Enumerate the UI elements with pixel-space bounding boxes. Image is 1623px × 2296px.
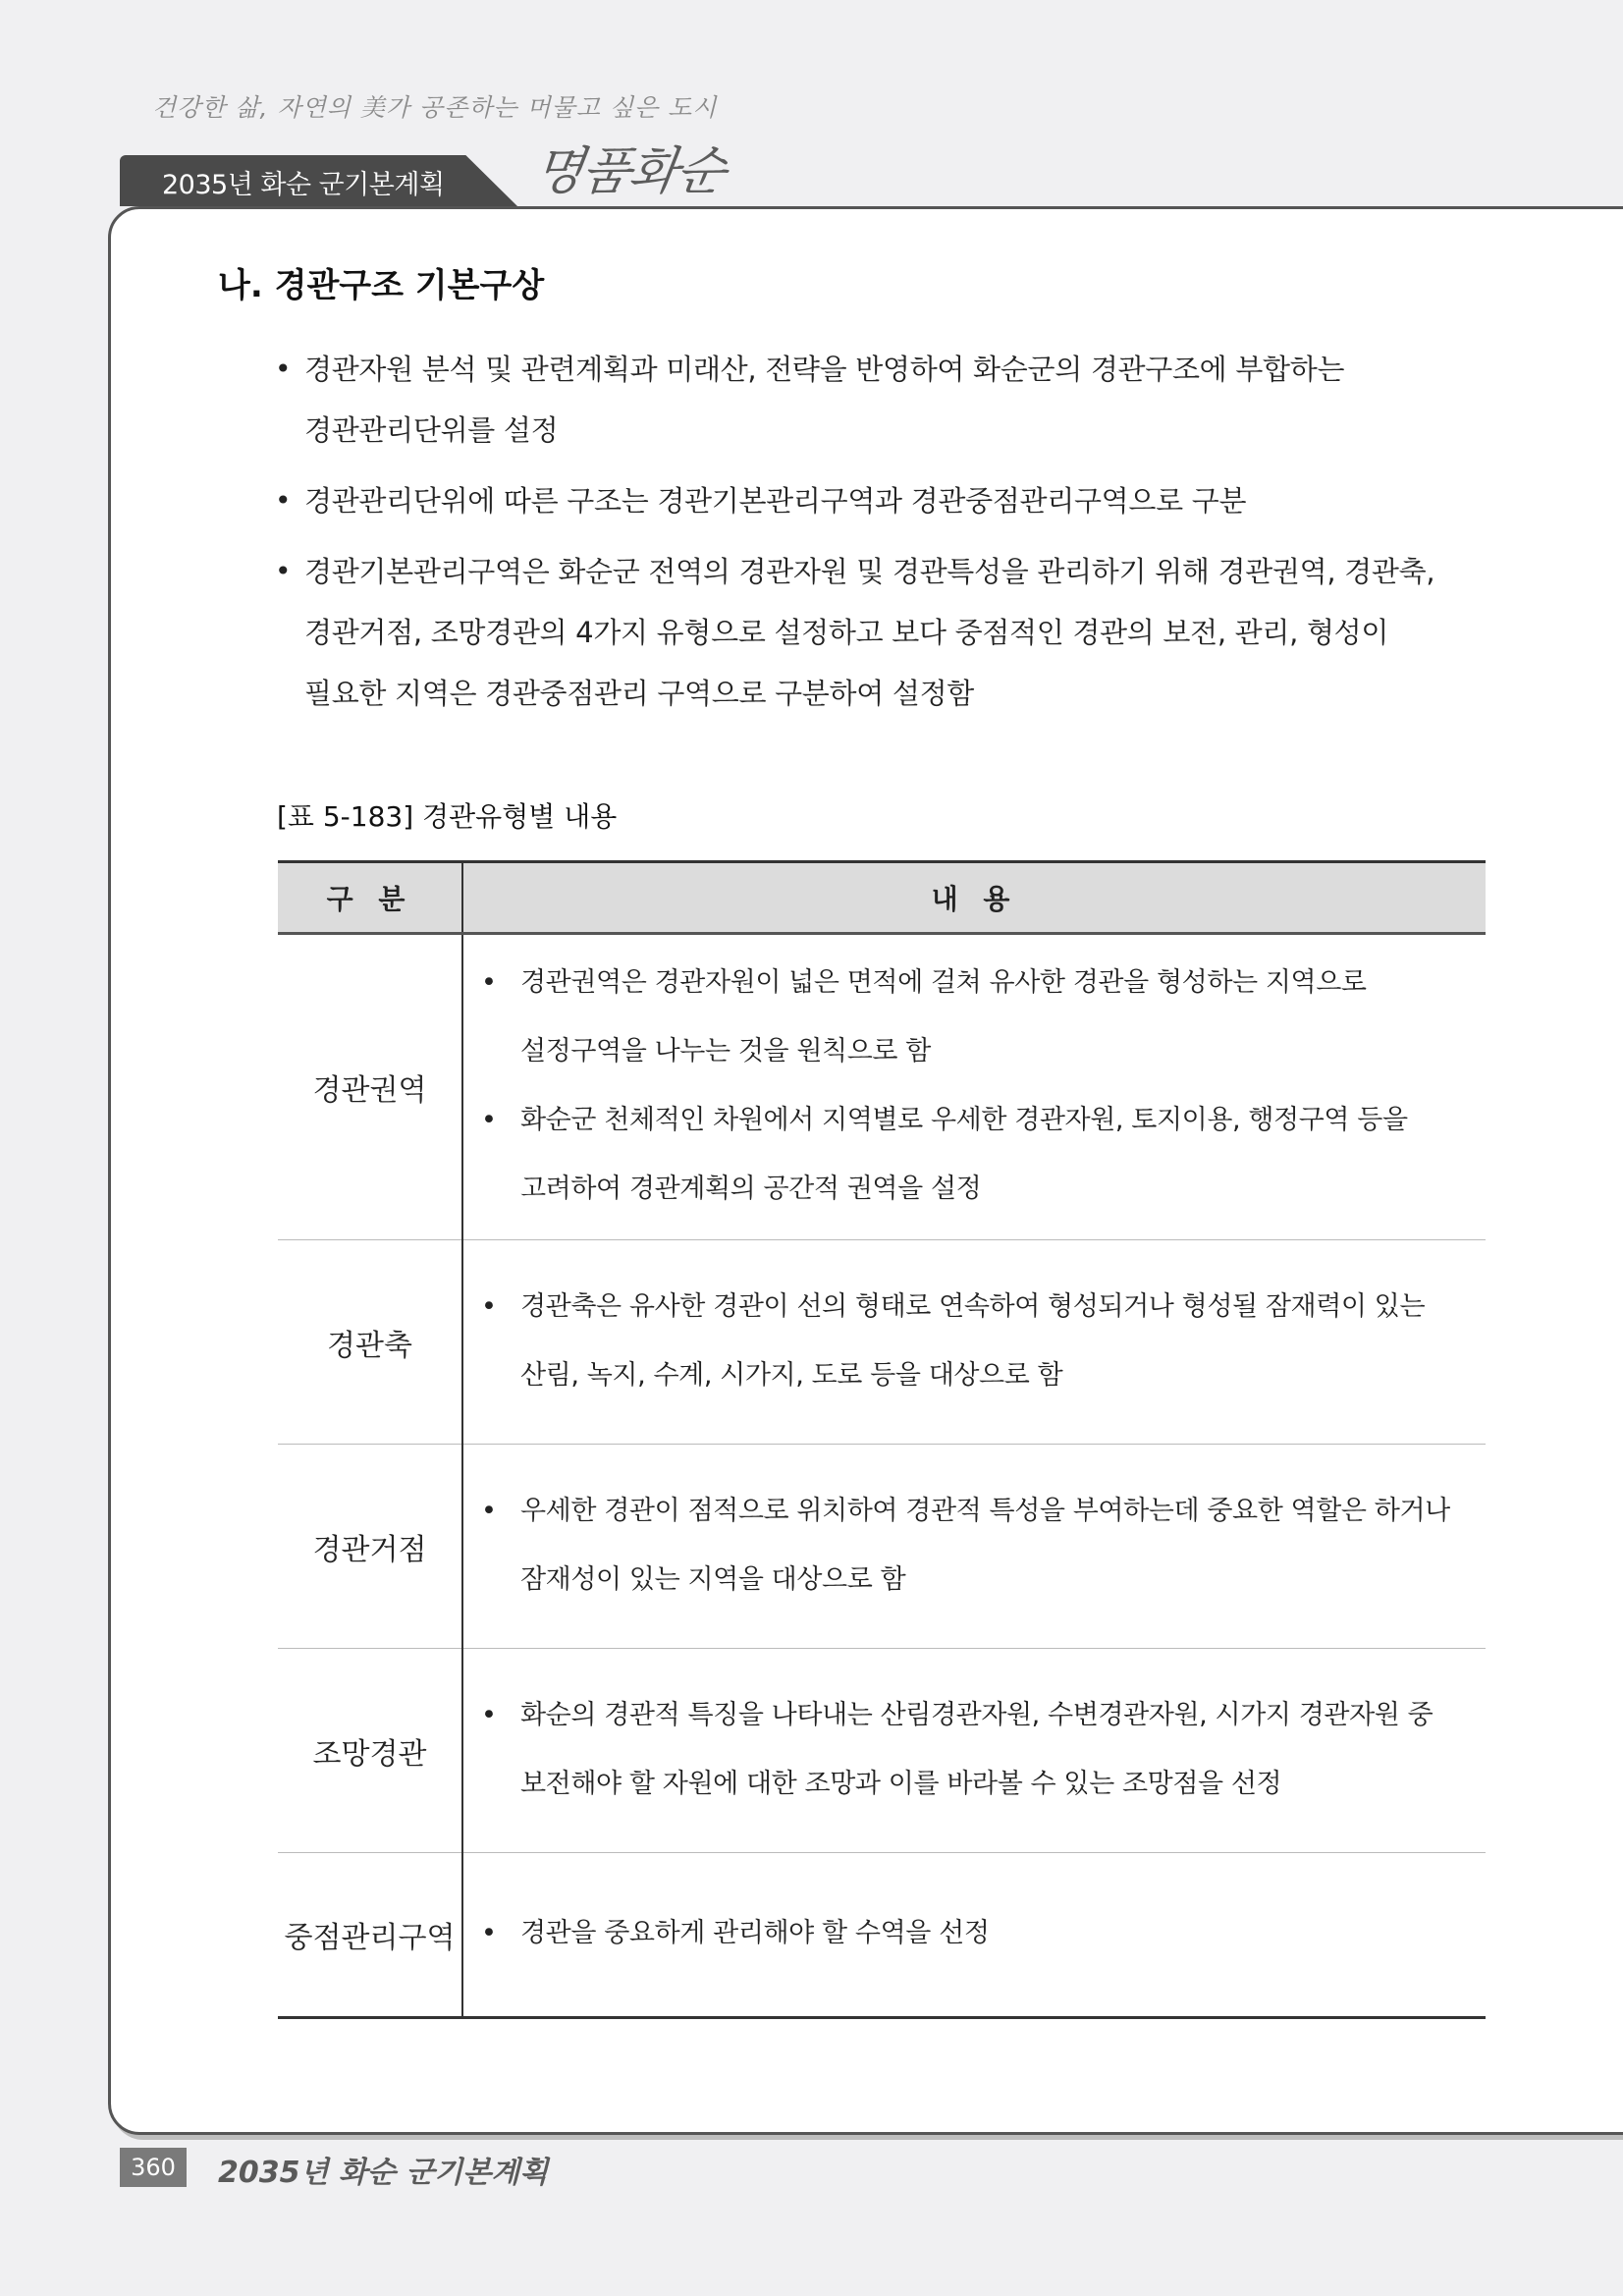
bullet-item bbox=[275, 541, 1443, 724]
header-plan-title: 2035년 화순 군기본계획 bbox=[162, 170, 445, 200]
row-item-text: 경관축은 유사한 경관이 선의 형태로 연속하여 형성되거나 형성될 잠재력이 있는 산림, 녹지, 수계, 시가지, 도로 등을 대상으로 함 bbox=[520, 1290, 1426, 1391]
row-content bbox=[462, 1853, 1486, 2018]
bullet-dot-icon: • bbox=[481, 1699, 497, 1730]
row-item-text: 화순군 천체적인 차원에서 지역별로 우세한 경관자원, 토지이용, 행정구역 등을 고려하여 경관계획의 공간적 권역을 설정 bbox=[520, 1105, 1408, 1204]
row-item-text: 우세한 경관이 점적으로 위치하여 경관적 특성을 부여하는데 중요한 역할은 하거나 잠재성이 있는 지역을 대상으로 함 bbox=[520, 1495, 1450, 1595]
row-item-text: 경관을 중요하게 관리해야 할 수역을 선정 bbox=[520, 1918, 990, 1948]
bullet-text: 경관관리단위에 따른 구조는 경관기본관리구역과 경관중점관리구역으로 구분 bbox=[304, 484, 1247, 518]
bullet-item bbox=[275, 470, 1443, 531]
bullet-text: 경관기본관리구역은 화순군 전역의 경관자원 및 경관특성을 관리하기 위해 경관권역, 경관축, 경관거점, 조망경관의 4가지 유형으로 설정하고 보다 중점적인 경관의 보전, 관리, 형성이 필요한 지역은 경관중점관리 구역으로 구분하여 설정함 bbox=[304, 555, 1435, 710]
section-title: 나. 경관구조 기본구상 bbox=[218, 266, 545, 305]
row-content bbox=[462, 1649, 1486, 1853]
table-row bbox=[278, 1240, 1486, 1445]
header-slogan: 건강한 삶, 자연의 美가 공존하는 머물고 싶은 도시 bbox=[152, 93, 718, 122]
bullet-dot-icon: • bbox=[481, 1105, 497, 1135]
bullet-dot-icon: • bbox=[275, 484, 292, 517]
bullet-dot-icon: • bbox=[481, 1918, 497, 1948]
bullet-dot-icon: • bbox=[481, 1495, 497, 1526]
table-header-row bbox=[278, 862, 1486, 934]
row-category: 경관권역 bbox=[278, 934, 462, 1240]
row-item bbox=[481, 1477, 1486, 1614]
row-category: 조망경관 bbox=[278, 1649, 462, 1853]
bullet-dot-icon: • bbox=[481, 1290, 497, 1322]
page-number: 360 bbox=[120, 2148, 187, 2187]
landscape-type-table bbox=[278, 860, 1486, 2019]
header-content: 내 용 bbox=[462, 862, 1486, 934]
row-item bbox=[481, 1273, 1486, 1410]
bullet-text: 경관자원 분석 및 관련계획과 미래산, 전략을 반영하여 화순군의 경관구조에 부합하는 경관관리단위를 설정 bbox=[304, 353, 1345, 447]
row-content bbox=[462, 1445, 1486, 1649]
row-item-text: 경관권역은 경관자원이 넓은 면적에 걸쳐 유사한 경관을 형성하는 지역으로 설정구역을 나누는 것을 원칙으로 함 bbox=[520, 967, 1367, 1066]
bullet-list bbox=[275, 339, 1443, 734]
footer-title: 2035년 화순 군기본계획 bbox=[218, 2156, 549, 2190]
row-category: 중점관리구역 bbox=[278, 1853, 462, 2018]
row-content bbox=[462, 1240, 1486, 1445]
row-category: 경관축 bbox=[278, 1240, 462, 1445]
brand-logo: 명품화순 bbox=[530, 142, 729, 201]
table-row bbox=[278, 934, 1486, 1240]
table-row bbox=[278, 1853, 1486, 2018]
bullet-item bbox=[275, 339, 1443, 461]
bullet-dot-icon: • bbox=[275, 555, 292, 587]
row-item bbox=[481, 1899, 1486, 1968]
row-item-text: 화순의 경관적 특징을 나타내는 산림경관자원, 수변경관자원, 시가지 경관자원 중 보전해야 할 자원에 대한 조망과 이를 바라볼 수 있는 조망점을 선정 bbox=[520, 1699, 1434, 1799]
table-caption: [표 5-183] 경관유형별 내용 bbox=[277, 800, 618, 833]
header-category: 구 분 bbox=[278, 862, 462, 934]
row-item bbox=[481, 949, 1486, 1086]
table-row bbox=[278, 1649, 1486, 1853]
row-item bbox=[481, 1681, 1486, 1819]
table-row bbox=[278, 1445, 1486, 1649]
bullet-dot-icon: • bbox=[275, 353, 292, 385]
bullet-dot-icon: • bbox=[481, 967, 497, 998]
row-category: 경관거점 bbox=[278, 1445, 462, 1649]
row-item bbox=[481, 1086, 1486, 1224]
row-content bbox=[462, 934, 1486, 1240]
